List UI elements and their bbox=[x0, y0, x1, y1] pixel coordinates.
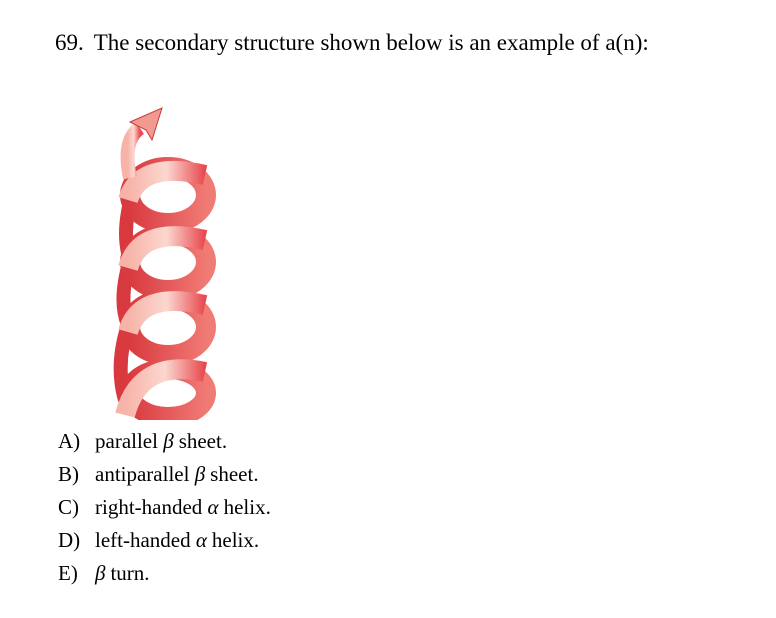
answer-options bbox=[58, 425, 271, 590]
option-text-after: turn. bbox=[110, 561, 150, 585]
question-number: 69. bbox=[55, 30, 84, 55]
option-text-after: sheet. bbox=[210, 462, 259, 486]
alpha-helix-figure bbox=[100, 100, 230, 420]
option-text: right-handed bbox=[95, 495, 203, 519]
option-letter: E) bbox=[58, 561, 78, 585]
option-greek: α bbox=[207, 495, 219, 519]
question-text: The secondary structure shown below is an example of a(n): bbox=[93, 30, 649, 55]
option-text: antiparallel bbox=[95, 462, 190, 486]
option-greek: β bbox=[163, 429, 174, 453]
option-text-after: sheet. bbox=[178, 429, 228, 453]
option-b[interactable] bbox=[58, 458, 271, 491]
option-text-after: helix. bbox=[223, 495, 271, 519]
option-text: left-handed bbox=[95, 528, 191, 552]
option-c[interactable] bbox=[58, 491, 271, 524]
option-greek: β bbox=[194, 462, 206, 486]
question bbox=[55, 30, 649, 56]
option-letter: C) bbox=[58, 495, 79, 519]
option-text: parallel bbox=[95, 429, 158, 453]
option-letter: A) bbox=[58, 429, 81, 453]
option-text-after: helix. bbox=[211, 528, 260, 552]
option-greek: β bbox=[95, 561, 106, 585]
option-letter: D) bbox=[58, 528, 81, 552]
option-e[interactable] bbox=[58, 557, 271, 590]
option-d[interactable] bbox=[58, 524, 271, 557]
option-letter: B) bbox=[58, 462, 79, 486]
option-a[interactable] bbox=[58, 425, 271, 458]
option-greek: α bbox=[195, 528, 207, 552]
helix-turns bbox=[125, 167, 206, 417]
